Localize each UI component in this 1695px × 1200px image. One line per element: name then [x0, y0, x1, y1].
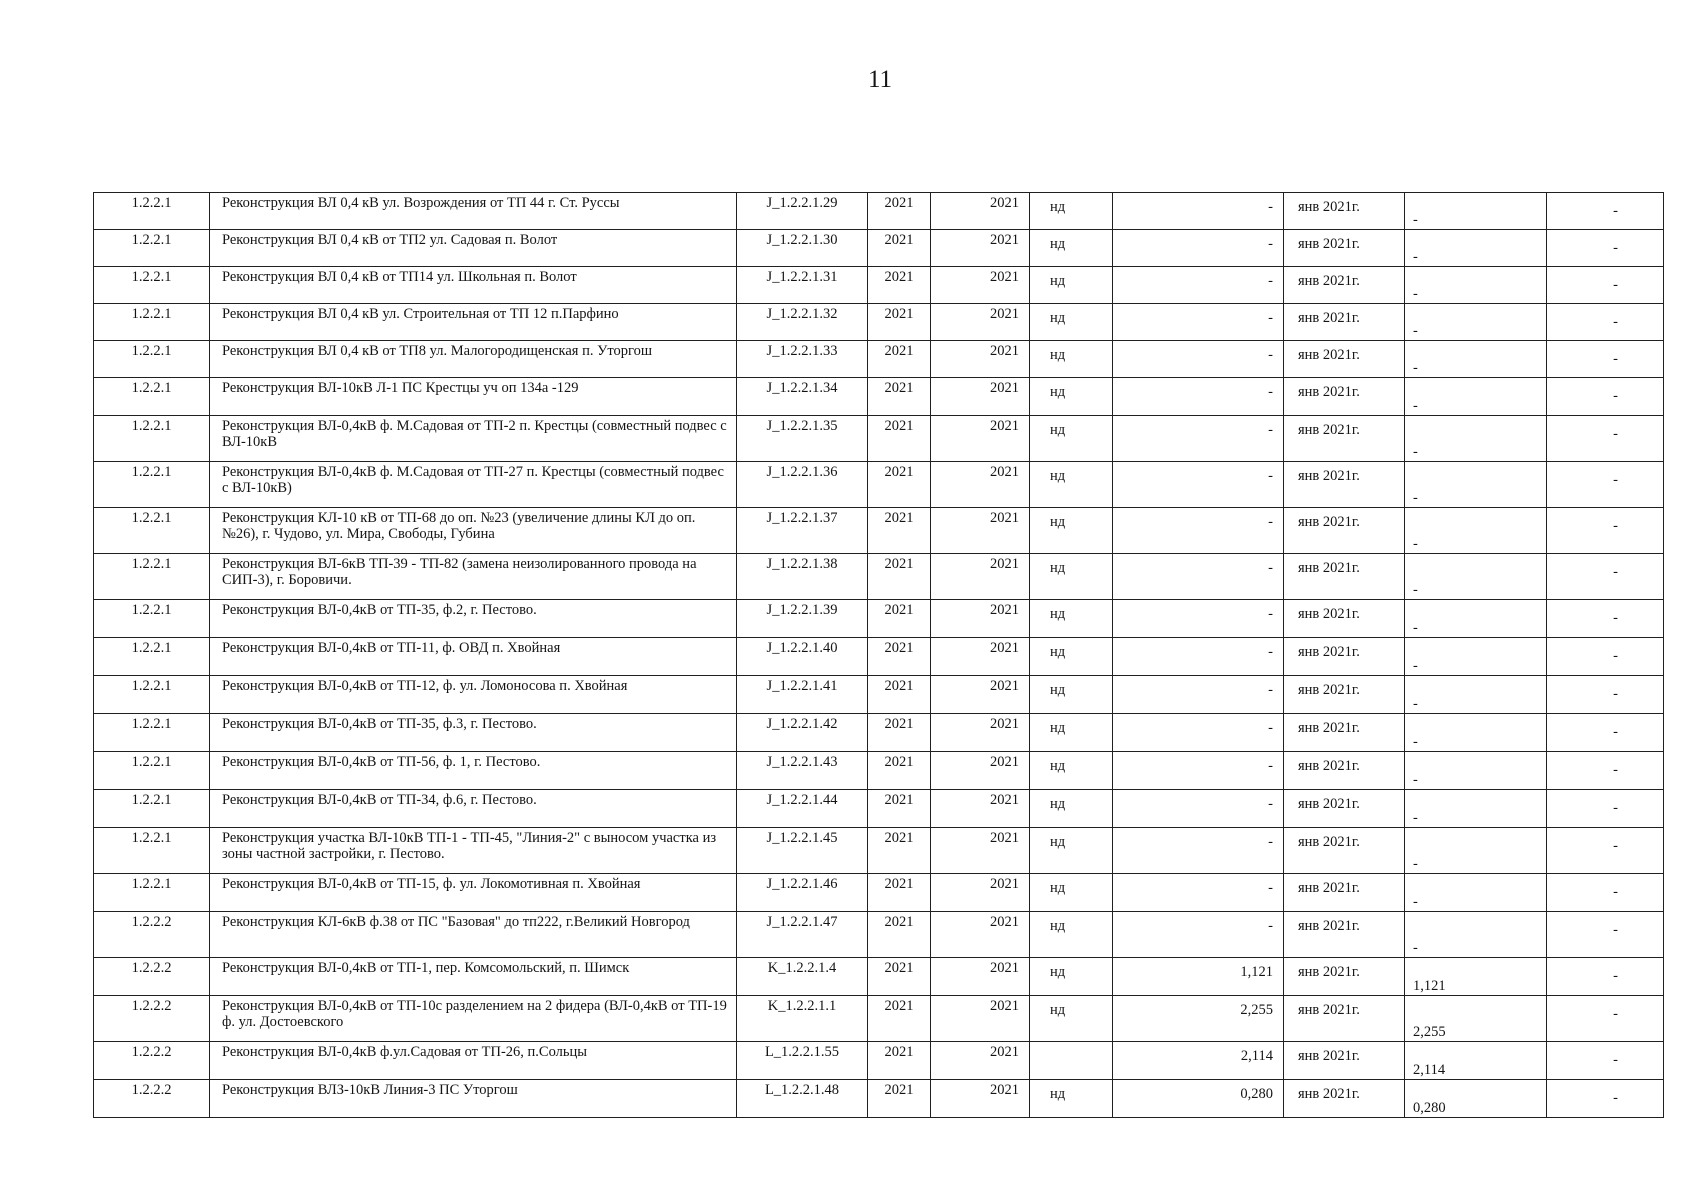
row-nd-status: нд: [1030, 416, 1113, 462]
row-value-2: -: [1405, 828, 1547, 874]
row-start-year: 2021: [868, 267, 931, 304]
row-number: 1.2.2.1: [94, 874, 210, 912]
row-last-value: -: [1547, 912, 1664, 958]
row-date: янв 2021г.: [1284, 714, 1405, 752]
row-start-year: 2021: [868, 752, 931, 790]
row-value-2: 0,280: [1405, 1080, 1547, 1118]
row-start-year: 2021: [868, 1080, 931, 1118]
row-number: 1.2.2.1: [94, 304, 210, 341]
row-start-year: 2021: [868, 462, 931, 508]
row-value: -: [1113, 638, 1284, 676]
row-value: -: [1113, 508, 1284, 554]
row-title: Реконструкция ВЛ-0,4кВ от ТП-35, ф.2, г. Пестово.: [210, 600, 737, 638]
row-value-2: 1,121: [1405, 958, 1547, 996]
row-nd-status: нд: [1030, 341, 1113, 378]
row-last-value: -: [1547, 462, 1664, 508]
row-number: 1.2.2.1: [94, 752, 210, 790]
row-title: Реконструкция ВЛ-0,4кВ от ТП-56, ф. 1, г. Пестово.: [210, 752, 737, 790]
row-date: янв 2021г.: [1284, 193, 1405, 230]
table-row: [94, 508, 1664, 554]
row-value: -: [1113, 790, 1284, 828]
row-nd-status: нд: [1030, 676, 1113, 714]
row-nd-status: нд: [1030, 790, 1113, 828]
row-title: Реконструкция КЛ-6кВ ф.38 от ПС "Базовая" до тп222, г.Великий Новгород: [210, 912, 737, 958]
row-end-year: 2021: [931, 958, 1030, 996]
row-project-code: J_1.2.2.1.46: [737, 874, 868, 912]
row-nd-status: нд: [1030, 828, 1113, 874]
table-row: [94, 912, 1664, 958]
row-value-2: -: [1405, 378, 1547, 416]
row-project-code: J_1.2.2.1.32: [737, 304, 868, 341]
row-project-code: J_1.2.2.1.39: [737, 600, 868, 638]
row-last-value: -: [1547, 958, 1664, 996]
row-value-2: -: [1405, 912, 1547, 958]
row-number: 1.2.2.1: [94, 676, 210, 714]
row-start-year: 2021: [868, 638, 931, 676]
row-title: Реконструкция ВЛ 0,4 кВ от ТП8 ул. Малогородищенская п. Уторгош: [210, 341, 737, 378]
row-project-code: J_1.2.2.1.42: [737, 714, 868, 752]
table-row: [94, 1080, 1664, 1118]
row-number: 1.2.2.2: [94, 912, 210, 958]
row-value-2: -: [1405, 638, 1547, 676]
row-value-2: -: [1405, 462, 1547, 508]
table-row: [94, 752, 1664, 790]
row-end-year: 2021: [931, 790, 1030, 828]
row-last-value: -: [1547, 508, 1664, 554]
row-project-code: J_1.2.2.1.34: [737, 378, 868, 416]
row-last-value: -: [1547, 676, 1664, 714]
row-title: Реконструкция ВЛЗ-10кВ Линия-3 ПС Уторгош: [210, 1080, 737, 1118]
row-number: 1.2.2.1: [94, 267, 210, 304]
row-number: 1.2.2.2: [94, 1042, 210, 1080]
row-value: -: [1113, 267, 1284, 304]
row-value: 1,121: [1113, 958, 1284, 996]
row-number: 1.2.2.2: [94, 958, 210, 996]
table-row: [94, 378, 1664, 416]
row-value-2: -: [1405, 790, 1547, 828]
row-value-2: -: [1405, 230, 1547, 267]
row-date: янв 2021г.: [1284, 958, 1405, 996]
row-start-year: 2021: [868, 554, 931, 600]
row-end-year: 2021: [931, 508, 1030, 554]
table-body: [94, 193, 1664, 1118]
row-value: -: [1113, 378, 1284, 416]
table-row: [94, 996, 1664, 1042]
row-end-year: 2021: [931, 874, 1030, 912]
row-project-code: J_1.2.2.1.47: [737, 912, 868, 958]
row-nd-status: нд: [1030, 1080, 1113, 1118]
row-value-2: -: [1405, 304, 1547, 341]
row-date: янв 2021г.: [1284, 752, 1405, 790]
row-last-value: -: [1547, 790, 1664, 828]
row-number: 1.2.2.1: [94, 828, 210, 874]
table-row: [94, 554, 1664, 600]
row-project-code: J_1.2.2.1.45: [737, 828, 868, 874]
row-title: Реконструкция ВЛ-0,4кВ от ТП-12, ф. ул. Ломоносова п. Хвойная: [210, 676, 737, 714]
row-number: 1.2.2.1: [94, 790, 210, 828]
row-end-year: 2021: [931, 267, 1030, 304]
row-value: 2,114: [1113, 1042, 1284, 1080]
row-end-year: 2021: [931, 230, 1030, 267]
row-last-value: -: [1547, 1042, 1664, 1080]
row-last-value: -: [1547, 341, 1664, 378]
table-row: [94, 828, 1664, 874]
row-end-year: 2021: [931, 676, 1030, 714]
row-date: янв 2021г.: [1284, 462, 1405, 508]
row-last-value: -: [1547, 193, 1664, 230]
row-end-year: 2021: [931, 912, 1030, 958]
row-end-year: 2021: [931, 462, 1030, 508]
row-value-2: -: [1405, 752, 1547, 790]
row-project-code: J_1.2.2.1.44: [737, 790, 868, 828]
row-last-value: -: [1547, 996, 1664, 1042]
row-title: Реконструкция ВЛ-0,4кВ от ТП-11, ф. ОВД п. Хвойная: [210, 638, 737, 676]
row-date: янв 2021г.: [1284, 267, 1405, 304]
row-nd-status: нд: [1030, 378, 1113, 416]
row-date: янв 2021г.: [1284, 790, 1405, 828]
row-title: Реконструкция ВЛ-10кВ Л-1 ПС Крестцы уч оп 134а -129: [210, 378, 737, 416]
row-nd-status: нд: [1030, 912, 1113, 958]
page-number: 11: [867, 66, 893, 93]
row-date: янв 2021г.: [1284, 676, 1405, 714]
row-date: янв 2021г.: [1284, 828, 1405, 874]
row-end-year: 2021: [931, 341, 1030, 378]
row-date: янв 2021г.: [1284, 416, 1405, 462]
row-value-2: -: [1405, 874, 1547, 912]
row-project-code: J_1.2.2.1.31: [737, 267, 868, 304]
row-end-year: 2021: [931, 416, 1030, 462]
row-date: янв 2021г.: [1284, 638, 1405, 676]
row-last-value: -: [1547, 416, 1664, 462]
row-value: 2,255: [1113, 996, 1284, 1042]
table-row: [94, 267, 1664, 304]
row-end-year: 2021: [931, 554, 1030, 600]
table-row: [94, 341, 1664, 378]
row-project-code: L_1.2.2.1.55: [737, 1042, 868, 1080]
row-date: янв 2021г.: [1284, 508, 1405, 554]
row-number: 1.2.2.1: [94, 230, 210, 267]
row-value: -: [1113, 230, 1284, 267]
row-value-2: -: [1405, 508, 1547, 554]
row-project-code: J_1.2.2.1.30: [737, 230, 868, 267]
row-start-year: 2021: [868, 828, 931, 874]
row-project-code: K_1.2.2.1.4: [737, 958, 868, 996]
row-value: -: [1113, 416, 1284, 462]
row-last-value: -: [1547, 638, 1664, 676]
row-value-2: -: [1405, 193, 1547, 230]
row-date: янв 2021г.: [1284, 304, 1405, 341]
row-date: янв 2021г.: [1284, 1042, 1405, 1080]
row-last-value: -: [1547, 714, 1664, 752]
table-row: [94, 193, 1664, 230]
row-title: Реконструкция ВЛ-0,4кВ ф.ул.Садовая от ТП-26, п.Сольцы: [210, 1042, 737, 1080]
row-value: 0,280: [1113, 1080, 1284, 1118]
row-end-year: 2021: [931, 378, 1030, 416]
row-project-code: K_1.2.2.1.1: [737, 996, 868, 1042]
row-value: -: [1113, 462, 1284, 508]
row-project-code: J_1.2.2.1.43: [737, 752, 868, 790]
row-start-year: 2021: [868, 304, 931, 341]
row-start-year: 2021: [868, 600, 931, 638]
row-start-year: 2021: [868, 790, 931, 828]
row-end-year: 2021: [931, 1042, 1030, 1080]
row-value-2: -: [1405, 416, 1547, 462]
row-start-year: 2021: [868, 1042, 931, 1080]
row-end-year: 2021: [931, 304, 1030, 341]
table-row: [94, 1042, 1664, 1080]
row-project-code: J_1.2.2.1.41: [737, 676, 868, 714]
row-value-2: -: [1405, 600, 1547, 638]
row-end-year: 2021: [931, 714, 1030, 752]
table-row: [94, 714, 1664, 752]
row-number: 1.2.2.1: [94, 341, 210, 378]
table-row: [94, 676, 1664, 714]
row-project-code: J_1.2.2.1.33: [737, 341, 868, 378]
row-start-year: 2021: [868, 874, 931, 912]
row-project-code: J_1.2.2.1.36: [737, 462, 868, 508]
table-row: [94, 638, 1664, 676]
row-title: Реконструкция ВЛ-0,4кВ от ТП-1, пер. Комсомольский, п. Шимск: [210, 958, 737, 996]
row-date: янв 2021г.: [1284, 341, 1405, 378]
table-row: [94, 600, 1664, 638]
row-date: янв 2021г.: [1284, 554, 1405, 600]
row-value: -: [1113, 752, 1284, 790]
row-value: -: [1113, 714, 1284, 752]
row-nd-status: [1030, 1042, 1113, 1080]
row-project-code: J_1.2.2.1.35: [737, 416, 868, 462]
row-nd-status: нд: [1030, 230, 1113, 267]
row-end-year: 2021: [931, 828, 1030, 874]
row-number: 1.2.2.1: [94, 193, 210, 230]
row-start-year: 2021: [868, 996, 931, 1042]
row-number: 1.2.2.1: [94, 462, 210, 508]
investment-table-wrapper: [93, 192, 1663, 1118]
table-row: [94, 958, 1664, 996]
row-number: 1.2.2.2: [94, 996, 210, 1042]
row-value-2: -: [1405, 341, 1547, 378]
row-nd-status: нд: [1030, 752, 1113, 790]
row-number: 1.2.2.1: [94, 554, 210, 600]
row-nd-status: нд: [1030, 304, 1113, 341]
row-start-year: 2021: [868, 714, 931, 752]
row-value: -: [1113, 193, 1284, 230]
row-project-code: J_1.2.2.1.38: [737, 554, 868, 600]
row-value: -: [1113, 600, 1284, 638]
table-row: [94, 416, 1664, 462]
row-value-2: 2,114: [1405, 1042, 1547, 1080]
row-title: Реконструкция ВЛ 0,4 кВ от ТП14 ул. Школьная п. Волот: [210, 267, 737, 304]
row-project-code: J_1.2.2.1.40: [737, 638, 868, 676]
row-last-value: -: [1547, 230, 1664, 267]
row-title: Реконструкция ВЛ-0,4кВ ф. М.Садовая от ТП-2 п. Крестцы (совместный подвес с ВЛ-10кВ: [210, 416, 737, 462]
table-row: [94, 462, 1664, 508]
row-last-value: -: [1547, 378, 1664, 416]
row-end-year: 2021: [931, 1080, 1030, 1118]
row-start-year: 2021: [868, 230, 931, 267]
row-last-value: -: [1547, 874, 1664, 912]
row-date: янв 2021г.: [1284, 996, 1405, 1042]
row-value: -: [1113, 874, 1284, 912]
row-project-code: J_1.2.2.1.37: [737, 508, 868, 554]
row-number: 1.2.2.1: [94, 508, 210, 554]
row-start-year: 2021: [868, 416, 931, 462]
row-title: Реконструкция ВЛ-0,4кВ от ТП-10с разделением на 2 фидера (ВЛ-0,4кВ от ТП-19 ф. ул. Достоевского: [210, 996, 737, 1042]
row-last-value: -: [1547, 752, 1664, 790]
table-row: [94, 874, 1664, 912]
row-nd-status: нд: [1030, 714, 1113, 752]
row-start-year: 2021: [868, 508, 931, 554]
row-nd-status: нд: [1030, 554, 1113, 600]
row-end-year: 2021: [931, 638, 1030, 676]
investment-table: [93, 192, 1664, 1118]
row-project-code: J_1.2.2.1.29: [737, 193, 868, 230]
row-title: Реконструкция ВЛ 0,4 кВ от ТП2 ул. Садовая п. Волот: [210, 230, 737, 267]
row-value-2: 2,255: [1405, 996, 1547, 1042]
row-start-year: 2021: [868, 958, 931, 996]
row-last-value: -: [1547, 600, 1664, 638]
row-title: Реконструкция ВЛ-6кВ ТП-39 - ТП-82 (замена неизолированного провода на СИП-3), г. Боровичи.: [210, 554, 737, 600]
row-date: янв 2021г.: [1284, 600, 1405, 638]
row-last-value: -: [1547, 304, 1664, 341]
row-value: -: [1113, 912, 1284, 958]
row-nd-status: нд: [1030, 193, 1113, 230]
row-nd-status: нд: [1030, 462, 1113, 508]
table-row: [94, 790, 1664, 828]
row-number: 1.2.2.1: [94, 416, 210, 462]
row-nd-status: нд: [1030, 958, 1113, 996]
row-date: янв 2021г.: [1284, 912, 1405, 958]
row-number: 1.2.2.1: [94, 600, 210, 638]
row-last-value: -: [1547, 1080, 1664, 1118]
row-start-year: 2021: [868, 193, 931, 230]
row-nd-status: нд: [1030, 874, 1113, 912]
row-number: 1.2.2.2: [94, 1080, 210, 1118]
row-date: янв 2021г.: [1284, 230, 1405, 267]
row-last-value: -: [1547, 267, 1664, 304]
row-nd-status: нд: [1030, 508, 1113, 554]
table-row: [94, 230, 1664, 267]
row-number: 1.2.2.1: [94, 638, 210, 676]
row-title: Реконструкция ВЛ 0,4 кВ ул. Строительная от ТП 12 п.Парфино: [210, 304, 737, 341]
row-title: Реконструкция участка ВЛ-10кВ ТП-1 - ТП-45, "Линия-2" с выносом участка из зоны частной застройки, г. Пестово.: [210, 828, 737, 874]
row-start-year: 2021: [868, 912, 931, 958]
row-start-year: 2021: [868, 378, 931, 416]
row-title: Реконструкция ВЛ-0,4кВ от ТП-34, ф.6, г. Пестово.: [210, 790, 737, 828]
row-project-code: L_1.2.2.1.48: [737, 1080, 868, 1118]
row-value: -: [1113, 828, 1284, 874]
row-end-year: 2021: [931, 600, 1030, 638]
row-date: янв 2021г.: [1284, 874, 1405, 912]
row-value: -: [1113, 304, 1284, 341]
row-title: Реконструкция ВЛ-0,4кВ ф. М.Садовая от ТП-27 п. Крестцы (совместный подвес с ВЛ-10кВ): [210, 462, 737, 508]
row-value: -: [1113, 554, 1284, 600]
row-date: янв 2021г.: [1284, 1080, 1405, 1118]
row-nd-status: нд: [1030, 638, 1113, 676]
row-value-2: -: [1405, 267, 1547, 304]
row-end-year: 2021: [931, 996, 1030, 1042]
row-title: Реконструкция ВЛ-0,4кВ от ТП-15, ф. ул. Локомотивная п. Хвойная: [210, 874, 737, 912]
row-title: Реконструкция ВЛ 0,4 кВ ул. Возрождения от ТП 44 г. Ст. Руссы: [210, 193, 737, 230]
row-nd-status: нд: [1030, 267, 1113, 304]
row-last-value: -: [1547, 828, 1664, 874]
row-start-year: 2021: [868, 341, 931, 378]
row-value-2: -: [1405, 714, 1547, 752]
row-date: янв 2021г.: [1284, 378, 1405, 416]
row-end-year: 2021: [931, 193, 1030, 230]
row-title: Реконструкция ВЛ-0,4кВ от ТП-35, ф.3, г. Пестово.: [210, 714, 737, 752]
row-start-year: 2021: [868, 676, 931, 714]
row-value: -: [1113, 676, 1284, 714]
table-row: [94, 304, 1664, 341]
row-value: -: [1113, 341, 1284, 378]
row-value-2: -: [1405, 554, 1547, 600]
row-title: Реконструкция КЛ-10 кВ от ТП-68 до оп. №23 (увеличение длины КЛ до оп. №26), г. Чудово, ул. Мира, Свободы, Губина: [210, 508, 737, 554]
row-number: 1.2.2.1: [94, 378, 210, 416]
row-value-2: -: [1405, 676, 1547, 714]
row-end-year: 2021: [931, 752, 1030, 790]
row-nd-status: нд: [1030, 600, 1113, 638]
row-last-value: -: [1547, 554, 1664, 600]
row-nd-status: нд: [1030, 996, 1113, 1042]
row-number: 1.2.2.1: [94, 714, 210, 752]
